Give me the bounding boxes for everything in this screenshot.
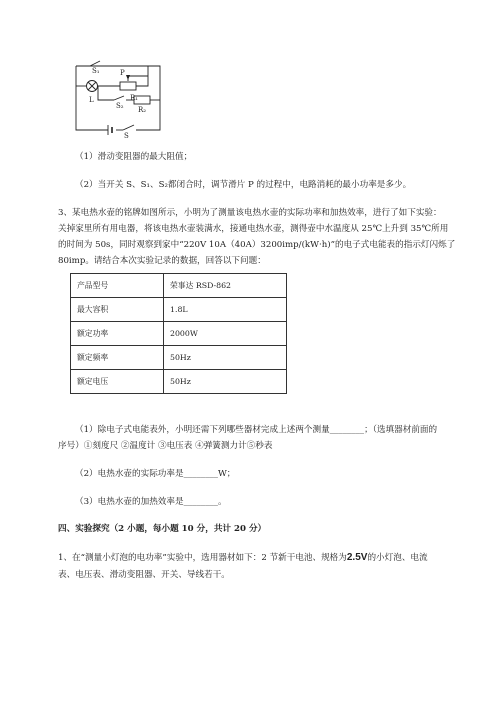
label-s2: S₂ [116, 102, 124, 110]
label-s1: S₁ [92, 67, 100, 75]
s4-q1-line-1 [58, 552, 500, 564]
table-key: 产品型号 [71, 274, 164, 298]
q3-sub3: （3）电热水壶的加热效率是________。 [75, 497, 227, 507]
table-key: 最大容积 [71, 298, 164, 322]
table-key: 额定功率 [71, 322, 164, 346]
table-value: 2000W [164, 322, 287, 346]
table-row [71, 370, 287, 394]
nameplate-table [70, 273, 287, 394]
table-value: 50Hz [164, 370, 287, 394]
label-p: P [120, 69, 125, 77]
section-heading: 四、实验探究（2 小题，每小题 10 分，共计 20 分） [58, 524, 267, 534]
s4-q1-pre: 1、在“测量小灯泡的电功率”实验中，选用器材如下：2 节新干电池、规格为 [58, 553, 347, 563]
q3-sub2: （2）电热水壶的实际功率是________W； [75, 469, 236, 479]
circuit-diagram [68, 58, 168, 140]
q3-sub1-line-2: 序号）①刻度尺 ②温度计 ③电压表 ④弹簧测力计⑤秒表 [58, 441, 273, 451]
table-row [71, 322, 287, 346]
s4-q1-voltage: 2.5V [346, 552, 368, 563]
table-key: 额定频率 [71, 346, 164, 370]
q2-sub1: （1）滑动变阻器的最大阻值； [75, 152, 193, 162]
s4-q1-line-2: 表、电压表、滑动变阻器、开关、导线若干。 [58, 570, 230, 580]
label-s: S [124, 132, 129, 140]
q3-intro-line-1: 3、某电热水壶的铭牌如图所示，小明为了测量该电热水壶的实际功率和加热效率，进行了如下实验： [58, 208, 442, 218]
table-key: 额定电压 [71, 370, 164, 394]
q3-sub1-line-1: （1）除电子式电能表外，小明还需下列哪些器材完成上述两个测量________；（选填器材前面的 [75, 425, 438, 435]
table-row [71, 298, 287, 322]
label-r1: R₁ [130, 94, 139, 102]
table-value: 1.8L [164, 298, 287, 322]
q2-sub2: （2）当开关 S、S₁、S₂都闭合时，调节滑片 P 的过程中，电路消耗的最小功率是多少。 [75, 180, 412, 190]
label-l: L [89, 96, 94, 104]
slider-arrow-icon [126, 75, 130, 80]
q3-intro-line-2: 关掉家里所有用电器，将该电热水壶装满水，接通电热水壶，测得壶中水温度从 25℃上升到 35℃所用 [58, 224, 449, 234]
table-value: 荣事达 RSD-862 [164, 274, 287, 298]
s4-q1-post: 的小灯泡、电流 [367, 553, 428, 563]
table-row [71, 346, 287, 370]
table-row [71, 274, 287, 298]
q3-intro-line-3: 的时间为 50s，同时观察到家中“220V 10A（40A）3200imp/(kW·h)”的电子式电能表的指示灯闪烁了 [58, 240, 456, 250]
q3-intro-line-4: 80imp。请结合本次实验记录的数据，回答以下问题： [58, 256, 266, 266]
table-value: 50Hz [164, 346, 287, 370]
label-r2: R₂ [138, 106, 147, 114]
